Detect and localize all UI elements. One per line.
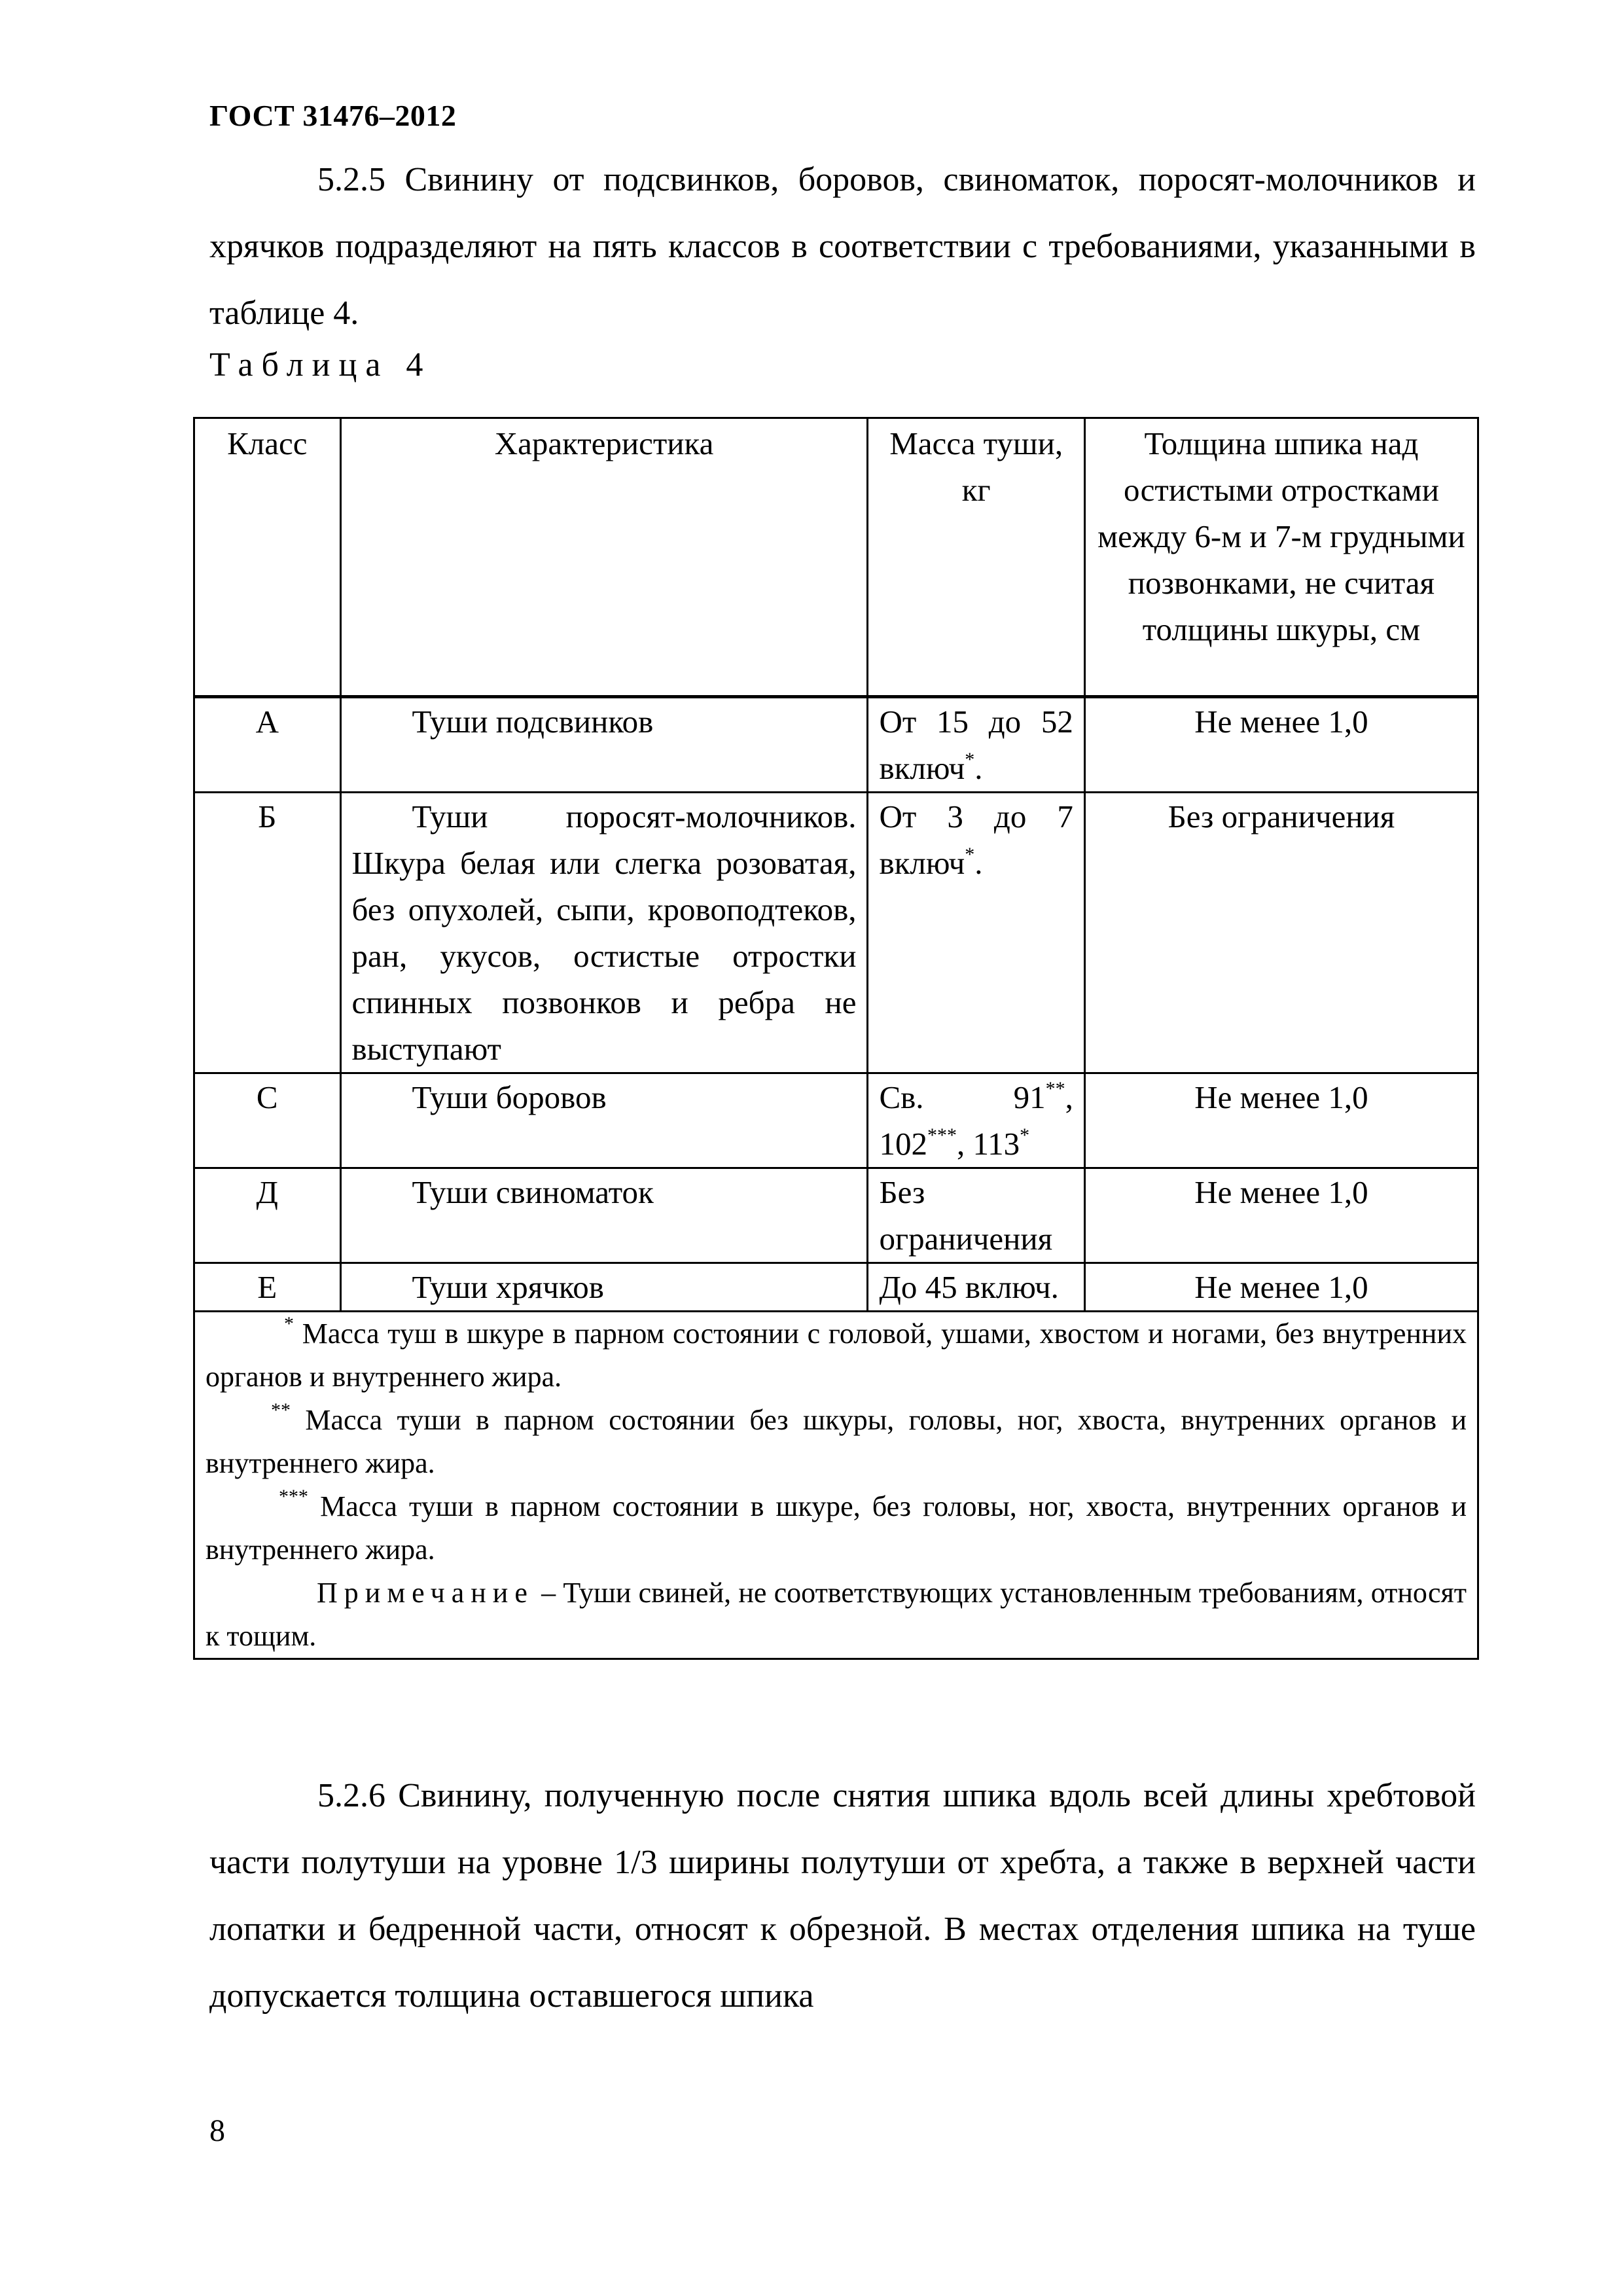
mass-suffix: . bbox=[974, 750, 983, 786]
table-row bbox=[194, 1168, 1478, 1263]
class-cell: С bbox=[194, 1073, 341, 1168]
footnote-mark: *** bbox=[927, 1124, 957, 1146]
mass-text: Св. 91 bbox=[879, 1079, 1046, 1115]
footnote-mark: * bbox=[1020, 1124, 1030, 1146]
page-number: 8 bbox=[209, 2113, 225, 2148]
characteristic-text: Туши подсвинков bbox=[412, 704, 654, 740]
header-characteristic: Характеристика bbox=[340, 418, 868, 697]
mass-suffix: . bbox=[974, 845, 983, 881]
table-notes-cell bbox=[194, 1312, 1478, 1659]
characteristic-text: Туши поросят-молочников. Шкура белая или слегка розоватая, без опухолей, сыпи, кровоподтеков, ран, укусов, остистые отростки спинных позвонков и ребра не выступают bbox=[351, 798, 857, 1067]
characteristic-cell bbox=[340, 1073, 868, 1168]
footnote-2 bbox=[205, 1399, 1467, 1485]
characteristic-text: Туши хрячков bbox=[412, 1269, 604, 1305]
table-row bbox=[194, 793, 1478, 1073]
characteristic-cell bbox=[340, 1263, 868, 1312]
fat-thickness-cell: Не менее 1,0 bbox=[1084, 697, 1478, 793]
footnote-mark: ** bbox=[1045, 1078, 1065, 1100]
remark-label: Примечание bbox=[317, 1577, 534, 1609]
header-mass: Масса туши, кг bbox=[868, 418, 1084, 697]
class-cell: Б bbox=[194, 793, 341, 1073]
class-cell: Е bbox=[194, 1263, 341, 1312]
mass-text: , 102 bbox=[879, 1079, 1073, 1162]
header-fat-thickness: Толщина шпика над остистыми отростками между 6-м и 7-м грудными позвонками, не считая толщины шкуры, см bbox=[1084, 418, 1478, 697]
footnote-mark: * bbox=[965, 749, 975, 770]
footnote-text: Масса туши в парном состоянии в шкуре, без головы, ног, хвоста, внутренних органов и внутреннего жира. bbox=[205, 1490, 1467, 1566]
fat-thickness-cell: Не менее 1,0 bbox=[1084, 1168, 1478, 1263]
document-header: ГОСТ 31476–2012 bbox=[209, 99, 457, 132]
footnote-mark: *** bbox=[279, 1486, 308, 1507]
table-row bbox=[194, 697, 1478, 793]
characteristic-cell bbox=[340, 793, 868, 1073]
paragraph-5-2-5: 5.2.5 Свинину от подсвинков, боровов, свиноматок, поросят-молочников и хрячков подразделяют на пять классов в соответствии с требованиями, указанными в таблице 4. bbox=[209, 161, 1476, 332]
mass-text: , 113 bbox=[956, 1126, 1020, 1162]
footnote-mark: ** bbox=[271, 1399, 291, 1421]
footnote-mark: * bbox=[284, 1313, 294, 1335]
mass-cell bbox=[868, 1073, 1084, 1168]
mass-text: От 3 до 7 включ bbox=[879, 798, 1073, 881]
table-caption: Таблица 4 bbox=[209, 346, 432, 384]
mass-cell bbox=[868, 697, 1084, 793]
header-class: Класс bbox=[194, 418, 341, 697]
mass-cell: Без ограничения bbox=[868, 1168, 1084, 1263]
mass-cell: До 45 включ. bbox=[868, 1263, 1084, 1312]
characteristic-cell bbox=[340, 1168, 868, 1263]
table-row bbox=[194, 1073, 1478, 1168]
paragraph-5-2-6: 5.2.6 Свинину, полученную после снятия шпика вдоль всей длины хребтовой части полутуши на уровне 1/3 ширины полутуши от хребта, а также в верхней части лопатки и бедренной части, относят к обрезной. В местах отделения шпика на туше допускается толщина оставшегося шпика bbox=[209, 1777, 1476, 2015]
remark-text: – Туши свиней, не соответствующих установленным требованиям, относят к тощим. bbox=[205, 1577, 1467, 1652]
fat-thickness-cell: Не менее 1,0 bbox=[1084, 1073, 1478, 1168]
class-cell: Д bbox=[194, 1168, 341, 1263]
fat-thickness-cell: Без ограничения bbox=[1084, 793, 1478, 1073]
mass-cell bbox=[868, 793, 1084, 1073]
footnote-text: Масса туш в шкуре в парном состоянии с головой, ушами, хвостом и ногами, без внутренних органов и внутреннего жира. bbox=[205, 1318, 1467, 1393]
table-row bbox=[194, 1263, 1478, 1312]
table-remark bbox=[205, 1571, 1467, 1658]
characteristic-text: Туши свиноматок bbox=[412, 1174, 654, 1210]
characteristic-text: Туши боровов bbox=[412, 1079, 607, 1115]
footnote-text: Масса туши в парном состоянии без шкуры, головы, ног, хвоста, внутренних органов и внутреннего жира. bbox=[205, 1404, 1467, 1479]
table-notes-row bbox=[194, 1312, 1478, 1659]
footnote-3 bbox=[205, 1485, 1467, 1571]
table-header-row bbox=[194, 418, 1478, 697]
class-cell: А bbox=[194, 697, 341, 793]
footnote-mark: * bbox=[965, 844, 975, 865]
classification-table bbox=[193, 417, 1479, 1660]
mass-text: От 15 до 52 включ bbox=[879, 704, 1073, 786]
fat-thickness-cell: Не менее 1,0 bbox=[1084, 1263, 1478, 1312]
footnote-1 bbox=[205, 1312, 1467, 1399]
characteristic-cell bbox=[340, 697, 868, 793]
